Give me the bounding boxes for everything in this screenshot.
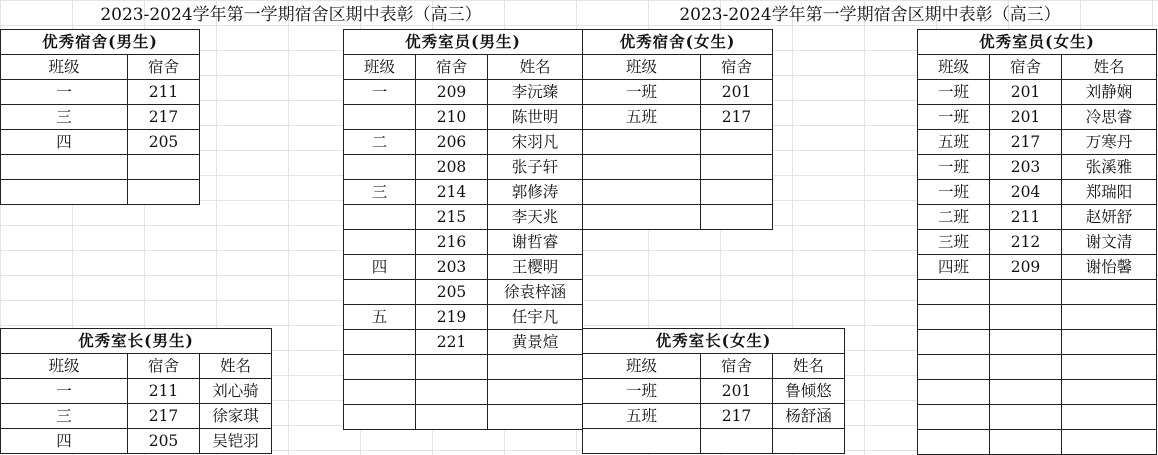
- table-row: [344, 280, 583, 305]
- table-cell: 杨舒涵: [773, 404, 845, 429]
- table-cell: 李沅臻: [488, 80, 583, 105]
- table-row: [583, 180, 773, 205]
- table-cell: [990, 355, 1062, 380]
- table-row: [1, 379, 272, 404]
- table-row: [344, 155, 583, 180]
- table-row: [918, 330, 1157, 355]
- table-header-row: [583, 55, 773, 80]
- table-cell: 张溪雅: [1062, 155, 1157, 180]
- table-row: [1, 180, 200, 205]
- table-cell: 203: [416, 255, 488, 280]
- table-cell: 一: [1, 379, 128, 404]
- table-cell: [416, 355, 488, 380]
- column-header: 班级: [583, 55, 701, 80]
- table-male-head: [0, 328, 272, 454]
- table-row: [1, 105, 200, 130]
- table-cell: 张子轩: [488, 155, 583, 180]
- table-caption-row: [1, 30, 200, 55]
- table-cell: [488, 380, 583, 405]
- table-cell: [990, 430, 1062, 455]
- table-cell: 王樱明: [488, 255, 583, 280]
- table-cell: 216: [416, 230, 488, 255]
- table-row: [583, 429, 845, 454]
- table-cell: 冷思睿: [1062, 105, 1157, 130]
- table-cell: 211: [128, 80, 200, 105]
- table-cell: 徐袁梓涵: [488, 280, 583, 305]
- table-cell: [918, 280, 990, 305]
- table-cell: [773, 429, 845, 454]
- table-cell: 208: [416, 155, 488, 180]
- table-cell: 204: [990, 180, 1062, 205]
- table-header-row: [344, 55, 583, 80]
- table-row: [583, 105, 773, 130]
- table-cell: 212: [990, 230, 1062, 255]
- table-row: [583, 404, 845, 429]
- table-caption-row: [583, 329, 845, 354]
- table-cell: 二班: [918, 205, 990, 230]
- table-cell: 一班: [918, 105, 990, 130]
- table-cell: 201: [990, 105, 1062, 130]
- table-cell: 吴铠羽: [200, 429, 272, 454]
- table-row: [583, 80, 773, 105]
- column-header: 班级: [344, 55, 416, 80]
- table-cell: 宋羽凡: [488, 130, 583, 155]
- table-cell: [488, 355, 583, 380]
- table-row: [583, 205, 773, 230]
- table-caption: 优秀室员(女生): [918, 30, 1157, 55]
- table-cell: [1062, 305, 1157, 330]
- table-cell: [344, 380, 416, 405]
- table-row: [344, 205, 583, 230]
- column-header: 班级: [583, 354, 701, 379]
- table-row: [344, 180, 583, 205]
- table-cell: 一班: [583, 80, 701, 105]
- table-row: [918, 405, 1157, 430]
- table-header-row: [918, 55, 1157, 80]
- column-header: 宿舍: [701, 354, 773, 379]
- table-cell: 210: [416, 105, 488, 130]
- column-header: 宿舍: [990, 55, 1062, 80]
- table-cell: [918, 330, 990, 355]
- table-cell: 四班: [918, 255, 990, 280]
- column-header: 班级: [918, 55, 990, 80]
- table-cell: [990, 280, 1062, 305]
- table-cell: [1062, 280, 1157, 305]
- table-header-row: [583, 354, 845, 379]
- table-cell: 三: [1, 404, 128, 429]
- table-cell: 五班: [918, 130, 990, 155]
- table-cell: [918, 430, 990, 455]
- table-cell: 李天兆: [488, 205, 583, 230]
- table-caption: 优秀室员(男生): [344, 30, 583, 55]
- table-cell: [344, 105, 416, 130]
- table-caption-row: [344, 30, 583, 55]
- table-caption-row: [918, 30, 1157, 55]
- table-caption: 优秀宿舍(女生): [583, 30, 773, 55]
- table-cell: [344, 355, 416, 380]
- table-cell: 一班: [918, 180, 990, 205]
- table-cell: [701, 429, 773, 454]
- table-cell: 215: [416, 205, 488, 230]
- table-cell: [344, 280, 416, 305]
- table-cell: [1062, 405, 1157, 430]
- table-female-dorm: [582, 29, 773, 230]
- table-caption-row: [1, 329, 272, 354]
- table-cell: 201: [701, 80, 773, 105]
- table-row: [918, 180, 1157, 205]
- table-row: [344, 305, 583, 330]
- table-cell: [1062, 355, 1157, 380]
- table-cell: [583, 429, 701, 454]
- table-cell: [918, 405, 990, 430]
- table-cell: 217: [701, 105, 773, 130]
- table-cell: 201: [701, 379, 773, 404]
- column-header: 宿舍: [128, 354, 200, 379]
- column-header: 姓名: [1062, 55, 1157, 80]
- table-female-head: [582, 328, 845, 454]
- table-cell: 三: [344, 180, 416, 205]
- table-cell: [128, 155, 200, 180]
- table-row: [918, 205, 1157, 230]
- column-header: 姓名: [773, 354, 845, 379]
- table-cell: 四: [344, 255, 416, 280]
- table-cell: 赵妍舒: [1062, 205, 1157, 230]
- table-cell: 谢文清: [1062, 230, 1157, 255]
- table-male-dorm: [0, 29, 200, 205]
- table-row: [918, 155, 1157, 180]
- table-header-row: [1, 354, 272, 379]
- table-caption: 优秀室长(男生): [1, 329, 272, 354]
- table-cell: 谢哲睿: [488, 230, 583, 255]
- table-cell: 万寒丹: [1062, 130, 1157, 155]
- table-row: [583, 379, 845, 404]
- table-cell: [344, 405, 416, 430]
- table-cell: 一班: [918, 155, 990, 180]
- table-row: [918, 430, 1157, 455]
- table-row: [918, 230, 1157, 255]
- table-cell: 郭修涛: [488, 180, 583, 205]
- table-cell: [918, 355, 990, 380]
- table-female-member: [917, 29, 1157, 455]
- table-cell: 五班: [583, 404, 701, 429]
- table-cell: 203: [990, 155, 1062, 180]
- table-cell: [344, 205, 416, 230]
- table-cell: [918, 305, 990, 330]
- table-cell: 209: [990, 255, 1062, 280]
- table-cell: 205: [128, 429, 200, 454]
- table-row: [918, 80, 1157, 105]
- column-header: 宿舍: [701, 55, 773, 80]
- table-cell: 217: [128, 404, 200, 429]
- table-cell: 209: [416, 80, 488, 105]
- table-cell: 214: [416, 180, 488, 205]
- table-caption-row: [583, 30, 773, 55]
- table-cell: 刘心骑: [200, 379, 272, 404]
- table-row: [583, 155, 773, 180]
- table-cell: 201: [990, 80, 1062, 105]
- table-cell: [488, 405, 583, 430]
- table-cell: 一: [1, 80, 128, 105]
- table-cell: 217: [990, 130, 1062, 155]
- table-cell: 217: [128, 105, 200, 130]
- table-cell: [344, 230, 416, 255]
- table-cell: 二: [344, 130, 416, 155]
- table-cell: [701, 180, 773, 205]
- table-row: [344, 330, 583, 355]
- table-cell: 219: [416, 305, 488, 330]
- table-cell: [583, 130, 701, 155]
- table-row: [918, 305, 1157, 330]
- table-cell: 217: [701, 404, 773, 429]
- table-row: [344, 80, 583, 105]
- table-cell: 四: [1, 130, 128, 155]
- table-row: [1, 429, 272, 454]
- table-cell: [990, 380, 1062, 405]
- table-cell: 206: [416, 130, 488, 155]
- table-cell: [1062, 430, 1157, 455]
- column-header: 宿舍: [416, 55, 488, 80]
- table-cell: [583, 155, 701, 180]
- table-cell: 一: [344, 80, 416, 105]
- table-cell: [1, 180, 128, 205]
- column-header: 宿舍: [128, 55, 200, 80]
- table-row: [344, 105, 583, 130]
- table-row: [344, 255, 583, 280]
- table-cell: [990, 405, 1062, 430]
- table-cell: 205: [128, 130, 200, 155]
- table-row: [1, 80, 200, 105]
- table-row: [918, 355, 1157, 380]
- table-cell: [1062, 380, 1157, 405]
- table-cell: 三: [1, 105, 128, 130]
- table-cell: 211: [990, 205, 1062, 230]
- table-cell: [344, 155, 416, 180]
- table-cell: 郑瑞阳: [1062, 180, 1157, 205]
- table-cell: [1, 155, 128, 180]
- table-cell: [583, 205, 701, 230]
- table-cell: 221: [416, 330, 488, 355]
- table-male-member: [343, 29, 583, 430]
- column-header: 班级: [1, 354, 128, 379]
- table-row: [344, 230, 583, 255]
- table-cell: 黄景煊: [488, 330, 583, 355]
- table-row: [344, 355, 583, 380]
- table-cell: 一班: [583, 379, 701, 404]
- table-row: [583, 130, 773, 155]
- table-row: [918, 130, 1157, 155]
- column-header: 姓名: [200, 354, 272, 379]
- table-cell: 陈世明: [488, 105, 583, 130]
- table-cell: [416, 405, 488, 430]
- table-cell: 刘静娴: [1062, 80, 1157, 105]
- table-cell: 五: [344, 305, 416, 330]
- table-row: [918, 380, 1157, 405]
- column-header: 姓名: [488, 55, 583, 80]
- table-cell: 205: [416, 280, 488, 305]
- table-cell: [990, 305, 1062, 330]
- table-cell: [918, 380, 990, 405]
- table-cell: 任宇凡: [488, 305, 583, 330]
- table-cell: 徐家琪: [200, 404, 272, 429]
- table-row: [1, 155, 200, 180]
- table-cell: [701, 130, 773, 155]
- table-cell: [416, 380, 488, 405]
- table-header-row: [1, 55, 200, 80]
- table-cell: 谢怡馨: [1062, 255, 1157, 280]
- table-caption: 优秀室长(女生): [583, 329, 845, 354]
- table-row: [918, 280, 1157, 305]
- table-cell: 211: [128, 379, 200, 404]
- sheet-title-right: 2023-2024学年第一学期宿舍区期中表彰（高三）: [679, 5, 1061, 25]
- column-header: 班级: [1, 55, 128, 80]
- table-cell: [701, 205, 773, 230]
- table-cell: [128, 180, 200, 205]
- table-cell: 一班: [918, 80, 990, 105]
- table-cell: 三班: [918, 230, 990, 255]
- table-row: [1, 404, 272, 429]
- table-row: [1, 130, 200, 155]
- table-cell: [1062, 330, 1157, 355]
- table-row: [918, 105, 1157, 130]
- table-caption: 优秀宿舍(男生): [1, 30, 200, 55]
- table-cell: 四: [1, 429, 128, 454]
- table-cell: 鲁倾悠: [773, 379, 845, 404]
- table-row: [344, 405, 583, 430]
- table-cell: 五班: [583, 105, 701, 130]
- table-cell: [583, 180, 701, 205]
- sheet-title-left: 2023-2024学年第一学期宿舍区期中表彰（高三）: [100, 5, 482, 25]
- table-row: [344, 380, 583, 405]
- table-row: [918, 255, 1157, 280]
- table-cell: [990, 330, 1062, 355]
- table-row: [344, 130, 583, 155]
- table-cell: [701, 155, 773, 180]
- table-cell: [344, 330, 416, 355]
